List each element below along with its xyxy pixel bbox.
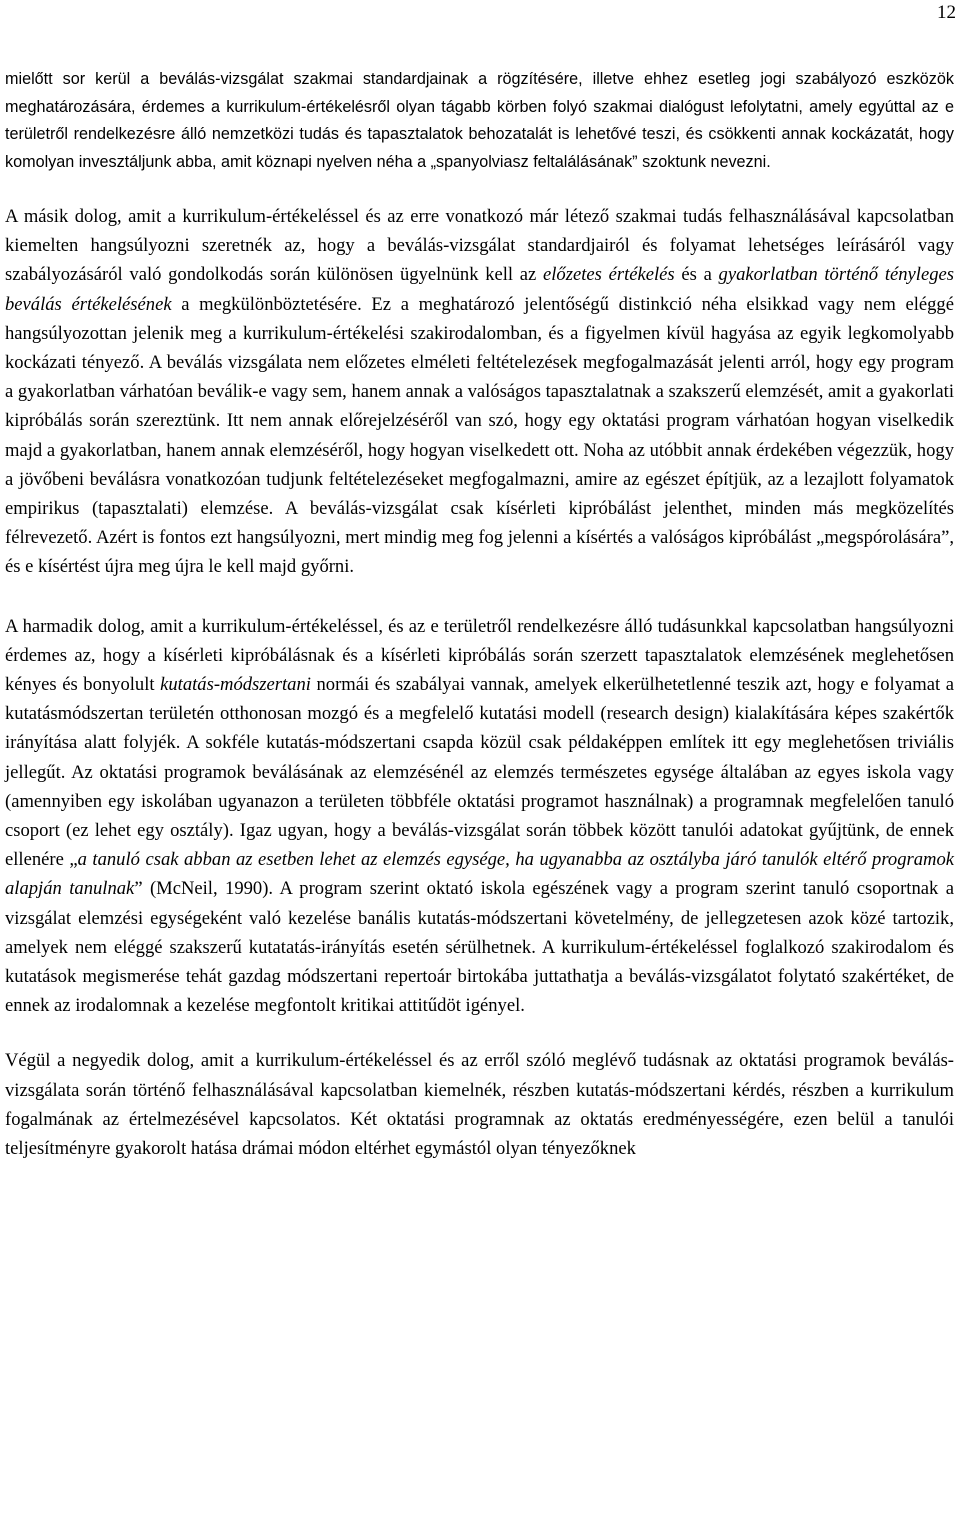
text-run: a megkülönböztetésére. Ez a meghatározó jelentőségű distinkció néha elsikkad vagy nem eléggé hangsúlyozottan jelenik meg a kurrikulum-értékelési szakirodalomban, és a figyelmen kívül hagyása az egyik legkomolyabb kockázati tényező. A beválás vizsgálata nem előzetes elméleti feltételezések megfogalmazását jelenti arról, hogy egy program a gyakorlatban várhatóan beválik-e vagy sem, hanem annak a valóságos tapasztalatnak a szakszerű elemzését, amit a gyakorlati kipróbálás során szereztünk. Itt nem annak előrejelzéséről van szó, hogy egy oktatási program várhatóan hogyan viselkedik majd a gyakorlatban, hanem annak elemzéséről, hogy hogyan viselkedett ott. Noha az utóbbit annak érdekében végezzük, hogy a jövőbeni beválásra vonatkozóan tudjunk feltételezéseket megfogalmazni, amire az egészet építjük, az a lezajlott folyamatok empirikus (tapasztalati) elemzése. A beválás-vizsgálat csak kísérleti kipróbálást jelenthet, minden más megközelítés félrevezető. Azért is fontos ezt hangsúlyozni, mert mindig meg fog jelenni a kísértés a valóságos kipróbálást „megspórolására”, és e kísértést újra meg újra le kell majd győrni.: [5, 293, 954, 578]
text-run: és a: [674, 264, 719, 286]
text-run: Végül a negyedik dolog, amit a kurrikulum-értékeléssel és az erről szóló meglévő tudásnak az oktatási programok beválás-vizsgálata során történő felhasználásával kapcsolatban kiemelnék, részben kutatás-módszertani kérdés, részben a kurrikulum fogalmának az értelmezésével kapcsolatos. Két oktatási programnak az oktatás eredményességére, ezen belül a tanulói teljesítményre gyakorolt hatása drámai módon eltérhet egymástól olyan tényezőknek: [5, 1050, 954, 1160]
text-run: normái és szabályai vannak, amelyek elkerülhetetlenné teszik azt, hogy e folyamat a kutatásmódszertan területén otthonosan mozgó és a megfelelő kutatási modell (research design) kialakítására képes szakértők irányítása alatt folyjék. A sokféle kutatás-módszertani csapda közül csak példaképpen említek itt egy meglehetősen triviális jellegűt. Az oktatási programok beválásának az elemzésénél az elemzés természetes egysége általában az egyes iskola vagy (amennyiben egy iskolában ugyanazon a területen többféle oktatási programot használnak) a programnak megfelelően tanuló csoport (ez lehet egy osztály). Igaz ugyan, hogy a beválás-vizsgálat során többek között tanulói adatokat gyűjtünk, de ennek ellenére „: [5, 674, 954, 871]
page-number: 12: [937, 2, 956, 23]
text-run: A másik dolog, amit a kurrikulum-értékeléssel és az erre vonatkozó már létező szakmai tudás felhasználásával kapcsolatban kiemelten hangsúlyozni szeretnék az, hogy a beválás-vizsgálat standardjairól és folyamat lehetséges leírásáról vagy szabályozásáról való gondolkodás során különösen ügyelnünk kell az: [5, 206, 954, 286]
italic-run: a tanuló csak abban az esetben lehet az elemzés egysége, ha ugyanabba az osztályba járó tanulók eltérő programok alapján tanulnak: [5, 849, 955, 900]
paragraph-1: [5, 66, 954, 176]
text-run: ” (McNeil, 1990). A program szerint oktató iskola egészének vagy a program szerint tanuló csoportnak a vizsgálat elemzési egységeként való kezelése banális kutatás-módszertani követelmény, de jellegzetesen azok közé tartozik, amelyek nem eléggé szakszerű kutatatás-irányítás esetén sérülhetnek. A kurrikulum-értékeléssel foglalkozó szakirodalom és kutatások megismerése tehát gazdag módszertani repertoár birtokába juttathatja a beválás-vizsgálatot folytató szakértéket, de ennek az irodalomnak a kezelése megfontolt kritikai attitűdöt igényel.: [5, 878, 954, 1017]
italic-run: gyakorlatban történő tényleges beválás értékelésének: [5, 264, 954, 315]
paragraph-2: [5, 202, 954, 582]
text-run: A harmadik dolog, amit a kurrikulum-értékeléssel, és az e területről rendelkezésre álló tudásunkkal kapcsolatban hangsúlyozni érdemes az, hogy a kísérleti kipróbálásnak és a kísérleti kipróbálás során szerzett tapasztalatok elemzésének meglehetősen kényes és bonyolult: [5, 615, 954, 696]
italic-run: előzetes értékelés: [543, 264, 675, 286]
paragraph-3: [5, 612, 954, 1021]
document-body: [5, 66, 954, 1163]
text-run: mielőtt sor kerül a beválás-vizsgálat szakmai standardjainak a rögzítésére, illetve ehhez esetleg jogi szabályozó eszközök meghatározására, érdemes a kurrikulum-értékelésről olyan tágabb körben folyó szakmai dialógust lefolytatni, amely egyúttal az e területről rendelkezésre álló nemzetközi tudás és tapasztalatok behozatalát is lehetővé teszi, és csökkenti annak kockázatát, hogy komolyan invesztáljunk abba, amit köznapi nyelven néha a „spanyolviasz feltalálásának” szoktunk nevezni.: [5, 70, 954, 171]
paragraph-4: [5, 1046, 954, 1163]
italic-run: kutatás-módszertani: [160, 674, 311, 696]
